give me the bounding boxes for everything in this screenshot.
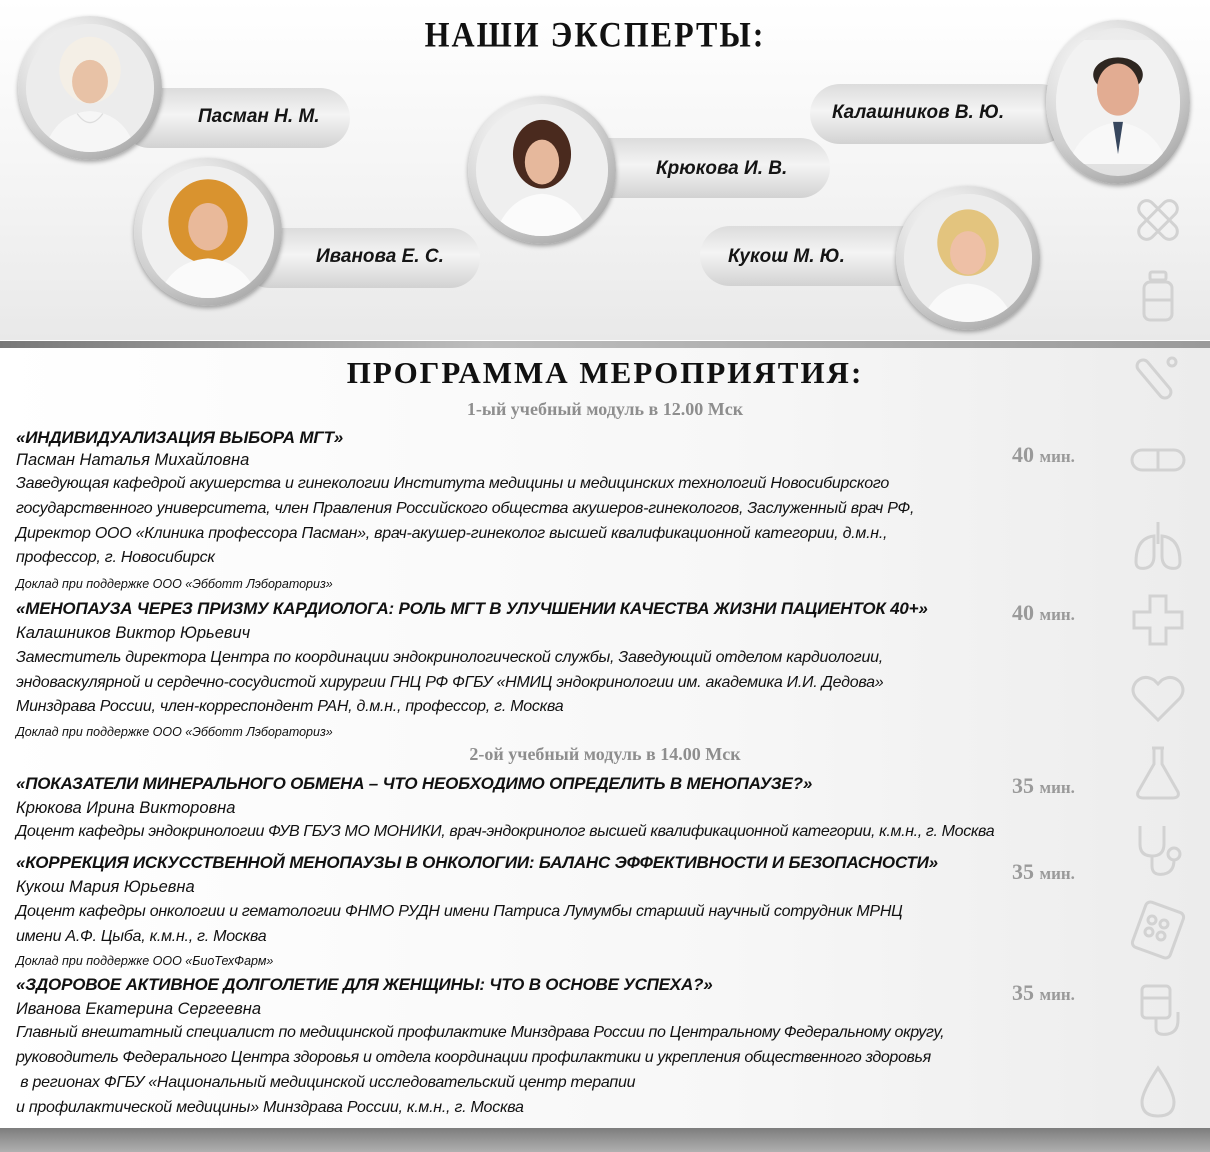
talk-description: эндоваскулярной и сердечно-сосудистой хирургии ГНЦ РФ ФГБУ «НМИЦ эндокринологии им. академика И.И. Дедова» <box>16 674 884 691</box>
talk-title: «КОРРЕКЦИЯ ИСКУССТВЕННОЙ МЕНОПАУЗЫ В ОНКОЛОГИИ: БАЛАНС ЭФФЕКТИВНОСТИ И БЕЗОПАСНОСТИ» <box>16 853 938 872</box>
expert-photo <box>1056 28 1180 176</box>
stethoscope-icon <box>1128 820 1188 880</box>
medical-cross-icon <box>1128 590 1188 650</box>
talk-sponsor: Доклад при поддержке ООО «Эбботт Лэбораториз» <box>16 577 333 591</box>
talk-speaker: Крюкова Ирина Викторовна <box>16 799 236 817</box>
iv-bag-icon <box>1128 980 1188 1040</box>
talk-description: Главный внештатный специалист по медицинской профилактике Минздрава России по Центральному Федеральному округу, <box>16 1024 945 1041</box>
blister-pack-icon <box>1128 900 1188 960</box>
talk-description: Заведующая кафедрой акушерства и гинекологии Института медицины и медицинских технологий Новосибирского <box>16 475 889 492</box>
talk-description: профессор, г. Новосибирск <box>16 549 215 566</box>
talk-speaker: Пасман Наталья Михайловна <box>16 451 250 469</box>
flask-icon <box>1128 742 1188 802</box>
experts-title: НАШИ ЭКСПЕРТЫ: <box>424 13 766 55</box>
talk-title: «ИНДИВИДУАЛИЗАЦИЯ ВЫБОРА МГТ» <box>16 428 344 447</box>
talk-speaker: Иванова Екатерина Сергеевна <box>16 1000 262 1018</box>
talk-title: «ЗДОРОВОЕ АКТИВНОЕ ДОЛГОЛЕТИЕ ДЛЯ ЖЕНЩИНЫ: ЧТО В ОСНОВЕ УСПЕХА?» <box>16 975 713 994</box>
bandage-icon <box>1128 190 1188 250</box>
expert-name: Крюкова И. В. <box>656 158 788 179</box>
lungs-icon <box>1128 516 1188 576</box>
talk-duration: 35 мин. <box>1012 980 1075 1005</box>
section-divider <box>0 341 1210 348</box>
talk-description: государственного университета, член Правления Российского общества акушеров-гинекологов, Заслуженный врач РФ, <box>16 500 915 517</box>
talk-description: Директор ООО «Клиника профессора Пасман», врач-акушер-гинеколог высшей квалификационной категории, д.м.н., <box>16 525 888 542</box>
talk-description: Доцент кафедры эндокринологии ФУВ ГБУЗ МО МОНИКИ, врач-эндокринолог высшей квалификационной категории, к.м.н., г. Москва <box>16 823 995 840</box>
expert-name: Пасман Н. М. <box>198 106 320 127</box>
expert-photo <box>26 24 154 152</box>
talk-speaker: Калашников Виктор Юрьевич <box>16 624 251 642</box>
talk-description: Заместитель директора Центра по координации эндокринологической службы, Заведующий отделом кардиологии, <box>16 649 883 666</box>
talk-title: «ПОКАЗАТЕЛИ МИНЕРАЛЬНОГО ОБМЕНА – ЧТО НЕОБХОДИМО ОПРЕДЕЛИТЬ В МЕНОПАУЗЕ?» <box>16 774 813 793</box>
module-heading: 1-ый учебный модуль в 12.00 Мск <box>466 399 744 419</box>
expert-name: Калашников В. Ю. <box>832 102 1005 123</box>
talk-duration: 35 мин. <box>1012 773 1075 798</box>
thermometer-icon <box>1128 350 1188 410</box>
heart-icon <box>1128 668 1188 728</box>
capsule-icon <box>1128 430 1188 490</box>
talk-duration: 40 мин. <box>1012 442 1075 467</box>
expert-photo <box>476 104 608 236</box>
program-title: ПРОГРАММА МЕРОПРИЯТИЯ: <box>346 355 864 390</box>
talk-duration: 35 мин. <box>1012 859 1075 884</box>
talk-sponsor: Доклад при поддержке ООО «БиоТехФарм» <box>16 954 274 968</box>
pill-bottle-icon <box>1128 266 1188 326</box>
talk-description: Доцент кафедры онкологии и гематологии ФНМО РУДН имени Патриса Лумумбы старший научный сотрудник МРНЦ <box>16 903 903 920</box>
talk-description: и профилактической медицины» Минздрава России, к.м.н., г. Москва <box>16 1099 524 1116</box>
talk-description: имени А.Ф. Цыба, к.м.н., г. Москва <box>16 928 267 945</box>
talk-duration: 40 мин. <box>1012 600 1075 625</box>
talk-speaker: Кукош Мария Юрьевна <box>16 878 195 896</box>
talk-description: руководитель Федерального Центра здоровья и отдела координации профилактики и укрепления общественного здоровья <box>16 1049 931 1066</box>
expert-photo <box>142 166 274 298</box>
talk-description: в регионах ФГБУ «Национальный медицинской исследовательский центр терапии <box>16 1074 636 1091</box>
expert-photo <box>904 194 1032 322</box>
drop-icon <box>1128 1062 1188 1122</box>
talk-description: Минздрава России, член-корреспондент РАН, д.м.н., профессор, г. Москва <box>16 698 564 715</box>
module-heading: 2-ой учебный модуль в 14.00 Мск <box>469 744 741 764</box>
bottom-bar <box>0 1128 1210 1152</box>
talk-title: «МЕНОПАУЗА ЧЕРЕЗ ПРИЗМУ КАРДИОЛОГА: РОЛЬ МГТ В УЛУЧШЕНИИ КАЧЕСТВА ЖИЗНИ ПАЦИЕНТОК 40+» <box>16 599 928 618</box>
expert-name: Иванова Е. С. <box>316 246 444 267</box>
expert-name: Кукош М. Ю. <box>728 246 845 267</box>
talk-sponsor: Доклад при поддержке ООО «Эбботт Лэбораториз» <box>16 725 333 739</box>
